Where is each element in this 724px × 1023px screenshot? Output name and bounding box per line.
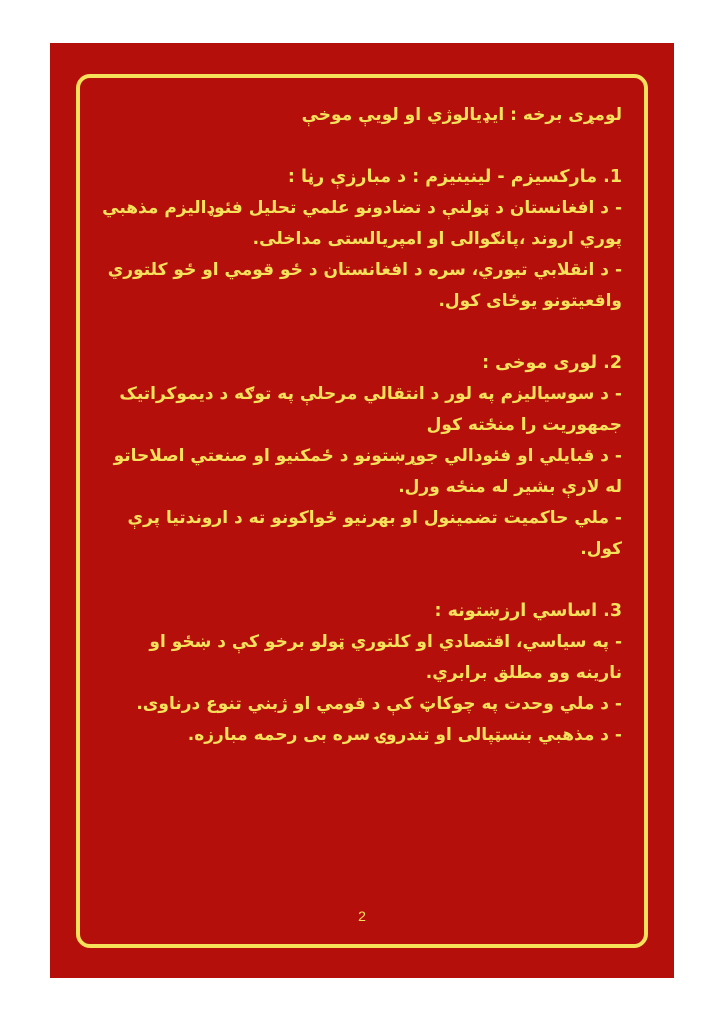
list-item: - په سیاسي، اقتصادي او کلتوري ټولو برخو کې د ښځو او نارینه وو مطلق برابري.	[149, 632, 622, 683]
list-item: - د قبایلي او فئودالي جوړښتونو د ځمکنیو او صنعتي اصلاحاتو له لارې بشیر له منځه ورل.	[113, 446, 622, 497]
section-marxism-leninism	[102, 162, 622, 317]
section-heading: 3. اساسي ارزښتونه :	[434, 601, 622, 621]
section-heading: 2. لوری موخی :	[482, 353, 622, 373]
section-main-goals	[102, 348, 622, 565]
list-item: - د انقلابي تیوري، سره د افغانستان د ځو قومي او ځو کلتوري واقعیتونو یوځای کول.	[107, 260, 622, 311]
list-item: - د مذهبي بنسټپالی او تندروۍ سره بی رحمه مبارزه.	[187, 725, 622, 745]
page-border-frame	[76, 74, 648, 948]
list-item: - د افغانستان د ټولنې د تضادونو علمي تحلیل فئوډالیزم مذهبي پوري اروند ،پانګوالی او امپریالستی مداخلی.	[102, 198, 622, 249]
page-number: 2	[358, 908, 366, 924]
section-heading: 1. مارکسیزم - لینینیزم : د مبارزې رڼا :	[287, 167, 622, 187]
list-item: - د سوسیالیزم په لور د انتقالي مرحلې په توګه د دیموکراتیک جمهوریت را منځته کول	[119, 384, 622, 435]
section-core-values	[102, 596, 622, 751]
list-item: - ملي حاکمیت تضمینول او بهرنیو ځواکونو ته د اروندتیا پرې کول.	[127, 508, 622, 559]
list-item: - د ملي وحدت په چوکاټ کې د قومي او ژبني تنوع درناوی.	[136, 694, 622, 714]
document-title: لومړی برخه : ایډیالوژي او لویې موخې	[301, 105, 622, 125]
document-content	[102, 100, 622, 782]
document-page	[50, 43, 674, 978]
